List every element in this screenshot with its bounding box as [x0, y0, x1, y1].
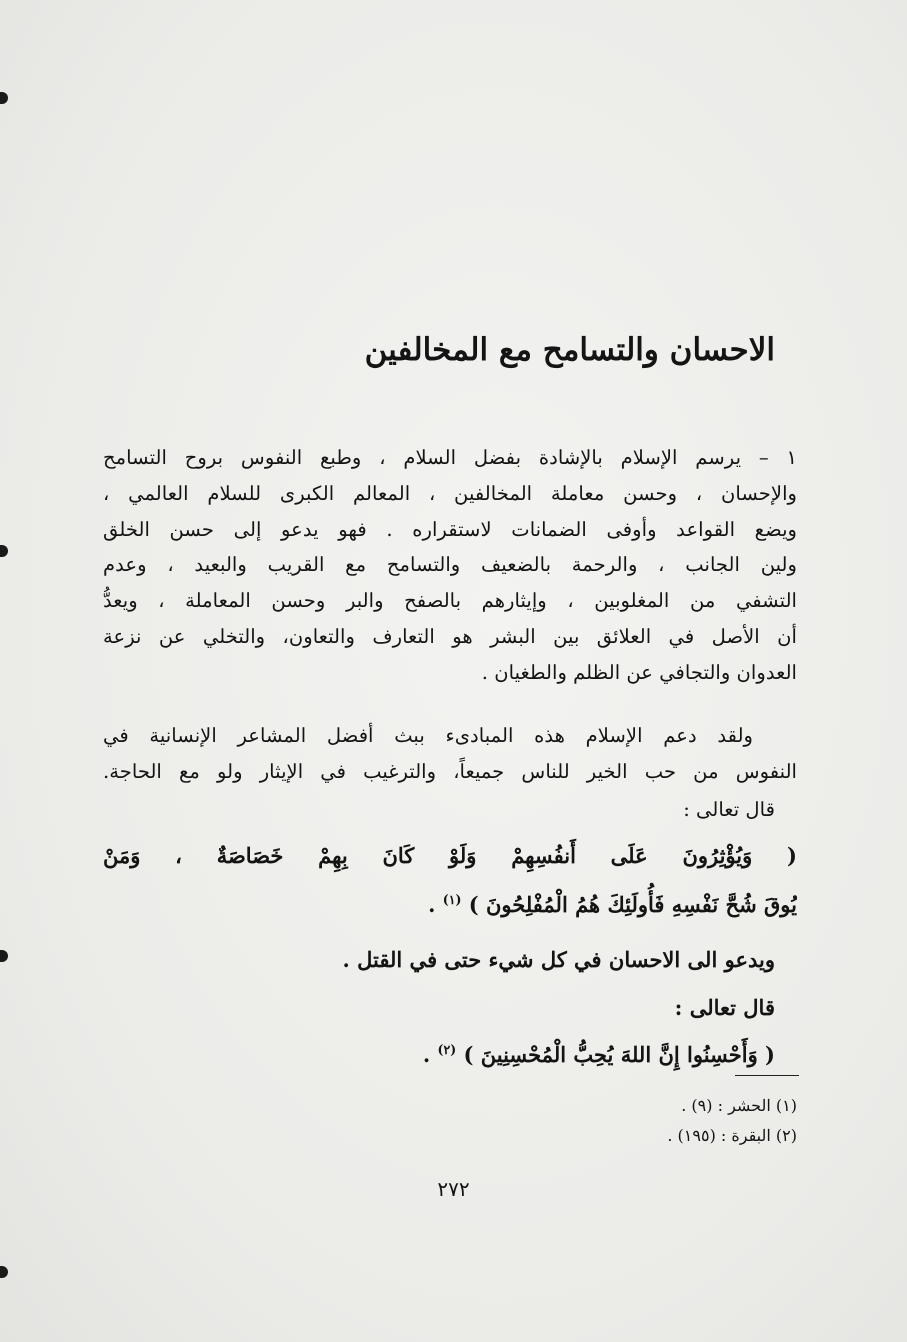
ihsan-statement: ويدعو الى الاحسان في كل شيء حتى في القتل . [342, 947, 775, 972]
item-number: ١ – [758, 446, 797, 469]
page-number: ٢٧٢ [437, 1177, 470, 1201]
paragraph-1-line: التشفي من المغلوبين ، وإيثارهم بالصفح والبر وحسن المعاملة ، ويعدُّ [103, 589, 797, 613]
footnote: (١) الحشر : (٩) . [681, 1096, 797, 1115]
paragraph-2-line: النفوس من حب الخير للناس جميعاً، والترغيب في الإيثار ولو مع الحاجة. [103, 759, 797, 783]
quran-verse-2: ( وَأَحْسِنُوا إِنَّ اللهَ يُحِبُّ الْمُحْسِنِينَ ) $^{(٢)}$ . [422, 1042, 775, 1067]
quote-intro: قال تعالى : [683, 798, 775, 821]
footnote-divider [735, 1075, 799, 1076]
chapter-title: الاحسان والتسامح مع المخالفين [364, 332, 775, 368]
paragraph-1-line: العدوان والتجافي عن الظلم والطغيان . [481, 660, 797, 684]
footnote: (٢) البقرة : (١٩٥) . [667, 1126, 797, 1145]
footnote-ref: (٢) [437, 1042, 457, 1057]
quote-intro: قال تعالى : [674, 995, 775, 1020]
paragraph-2-line: ولقد دعم الإسلام هذه المبادىء ببث أفضل المشاعر الإنسانية في [103, 724, 753, 747]
paragraph-1-line: ولين الجانب ، والرحمة بالضعيف والتسامح مع القريب والبعيد ، وعدم [103, 553, 797, 577]
paragraph-1-line: ١ – يرسم الإسلام بالإشادة بفضل السلام ، وطبع النفوس بروح التسامح [103, 446, 797, 469]
paragraph-1-line: والإحسان ، وحسن معاملة المخالفين ، المعالم الكبرى للسلام العالمي ، [103, 481, 797, 505]
scan-edge-mark [0, 1266, 8, 1278]
scan-edge-mark [0, 92, 8, 104]
paragraph-1-line: أن الأصل في العلائق بين البشر هو التعارف والتعاون، والتخلي عن نزعة [103, 624, 797, 648]
scan-edge-mark [0, 950, 8, 962]
paragraph-1 [103, 440, 797, 691]
paragraph-1-line: ويضع القواعد وأوفى الضمانات لاستقراره . فهو يدعو إلى حسن الخلق [103, 517, 797, 541]
quran-verse-1 [103, 834, 797, 927]
paragraph-2 [103, 718, 797, 790]
footnote-ref: (١) [442, 892, 462, 907]
verse-line: ( وَيُؤْثِرُونَ عَلَى أَنفُسِهِمْ وَلَوْ كَانَ بِهِمْ خَصَاصَةٌ ، وَمَنْ [103, 843, 797, 868]
verse-line: يُوقَ شُحَّ نَفْسِهِ فَأُولَئِكَ هُمُ الْمُفْلِحُونَ ) $^{(١)}$ . [428, 892, 797, 917]
scan-edge-mark [0, 545, 8, 557]
